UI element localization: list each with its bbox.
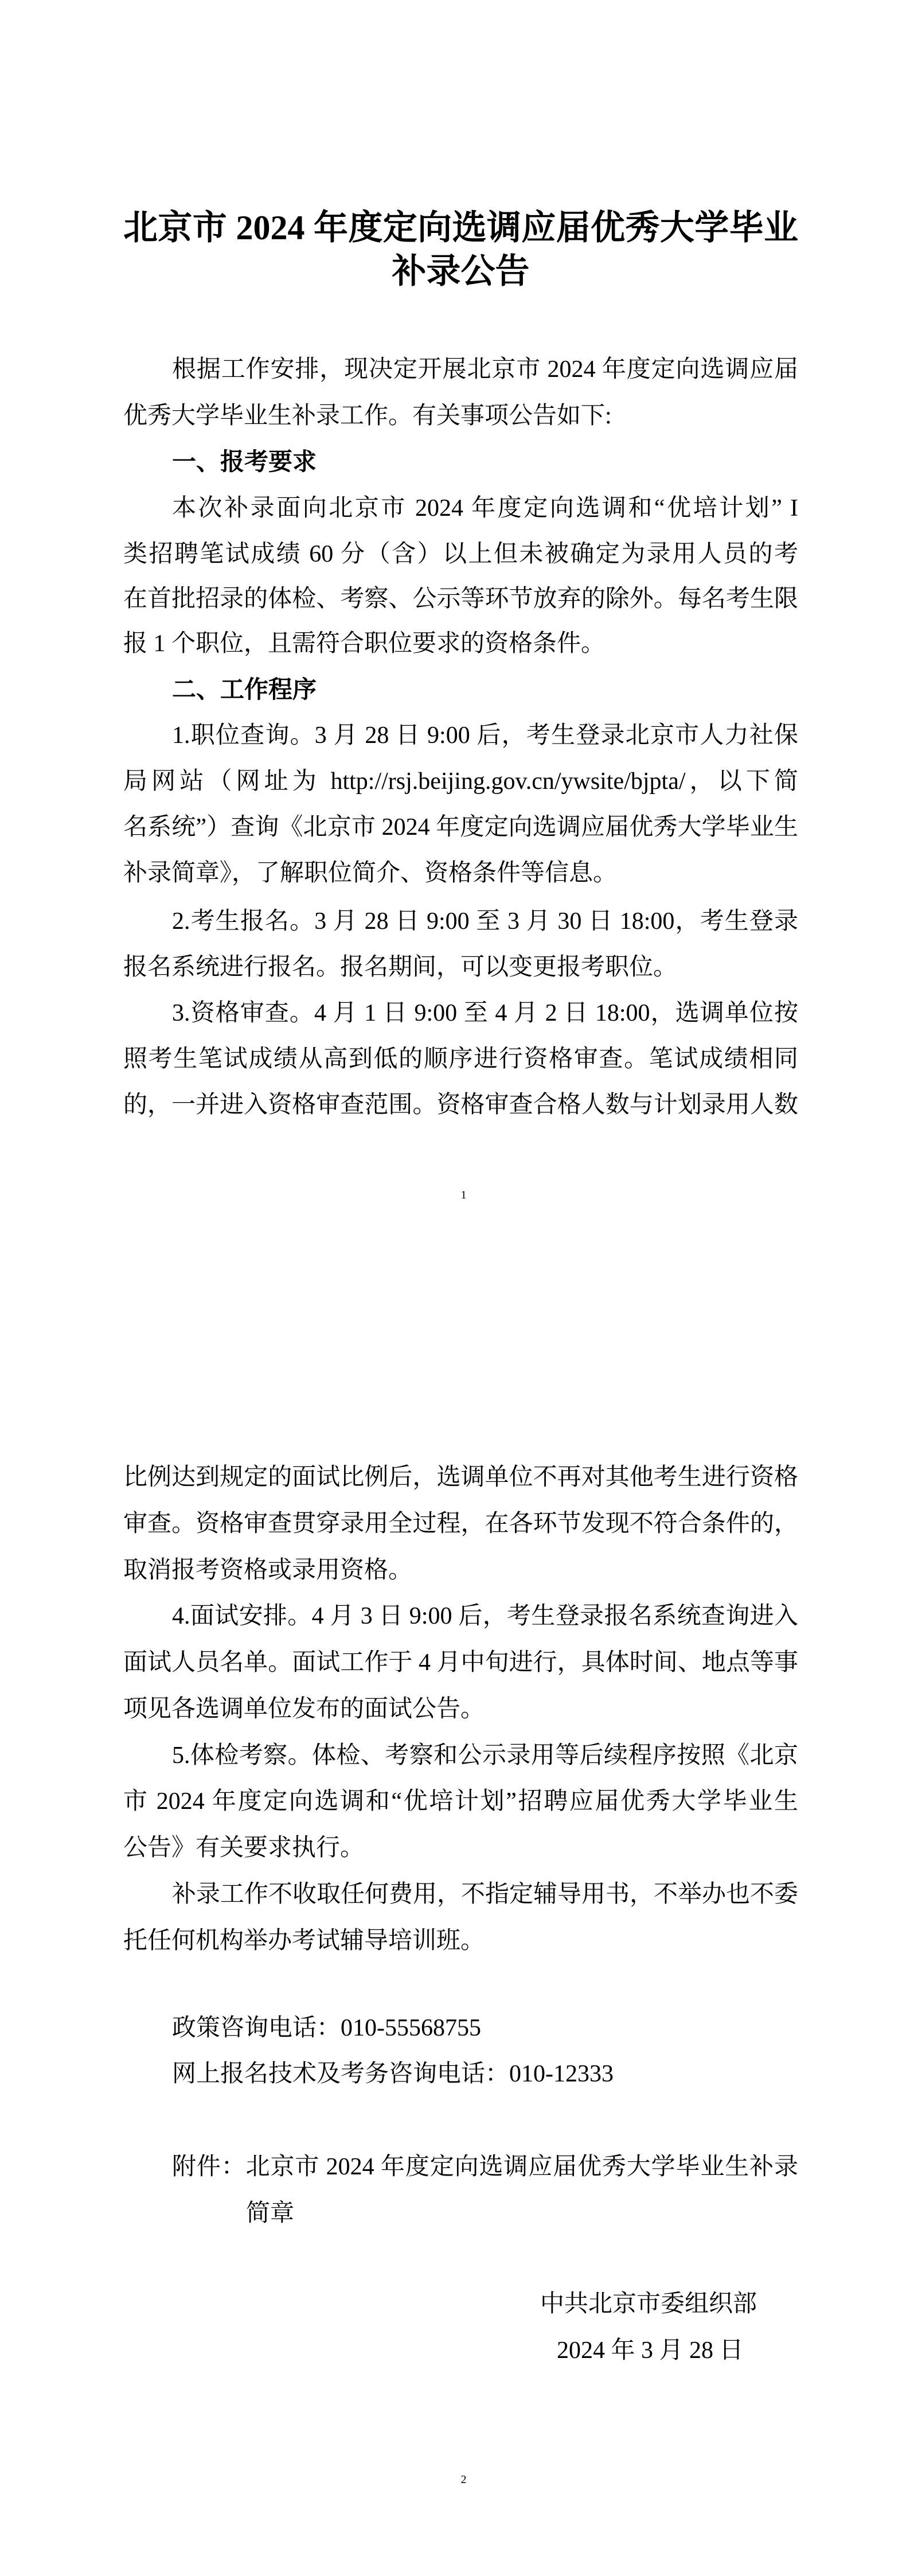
section-heading-requirements: 一、报考要求 — [172, 448, 317, 476]
paragraph-line: 局网站（网址为 http://rsj.beijing.gov.cn/ywsite/bjpta/，以下简 — [123, 768, 798, 795]
paragraph-line: 本次补录面向北京市 2024 年度定向选调和“优培计划” I — [172, 495, 798, 522]
paragraph-line: 1.职位查询。3 月 28 日 9:00 后，考生登录北京市人力社保 — [172, 722, 798, 749]
paragraph-line: 5.体检考察。体检、考察和公示录用等后续程序按照《北京 — [172, 1742, 798, 1769]
page-1 — [0, 0, 910, 1262]
paragraph-line: 面试人员名单。面试工作于 4 月中旬进行，具体时间、地点等事 — [123, 1649, 798, 1676]
paragraph-line: 公告》有关要求执行。 — [123, 1835, 365, 1861]
signature-date: 2024 年 3 月 28 日 — [557, 2337, 744, 2364]
signature-organization: 中共北京市委组织部 — [540, 2291, 757, 2317]
paragraph-line: 报名系统进行报名。报名期间，可以变更报考职位。 — [123, 954, 678, 980]
page-number: 1 — [460, 1189, 467, 1201]
paragraph-line: 取消报考资格或录用资格。 — [123, 1557, 413, 1583]
paragraph-line: 补录简章》，了解职位简介、资格条件等信息。 — [123, 860, 618, 886]
paragraph-line: 托任何机构举办考试辅导培训班。 — [123, 1928, 485, 1954]
title-line-2: 补录公告 — [392, 252, 530, 290]
paragraph-line: 项见各选调单位发布的面试公告。 — [123, 1696, 485, 1722]
paragraph-line: 2.考生报名。3 月 28 日 9:00 至 3 月 30 日 18:00，考生登录 — [172, 908, 798, 935]
attachment-line-cont: 简章 — [246, 2200, 295, 2227]
paragraph-line: 比例达到规定的面试比例后，选调单位不再对其他考生进行资格 — [123, 1464, 798, 1491]
paragraph-line: 补录工作不收取任何费用，不指定辅导用书，不举办也不委 — [172, 1881, 798, 1908]
attachment-line: 附件：北京市 2024 年度定向选调应届优秀大学毕业生补录 — [172, 2154, 798, 2180]
paragraph-line: 根据工作安排，现决定开展北京市 2024 年度定向选调应届 — [172, 356, 798, 383]
paragraph-line: 优秀大学毕业生补录工作。有关事项公告如下: — [123, 403, 612, 429]
technical-hotline: 网上报名技术及考务咨询电话：010-12333 — [172, 2061, 614, 2087]
section-heading-procedure: 二、工作程序 — [172, 675, 317, 703]
paragraph-line: 4.面试安排。4 月 3 日 9:00 后，考生登录报名系统查询进入 — [172, 1603, 798, 1629]
paragraph-line: 3.资格审查。4 月 1 日 9:00 至 4 月 2 日 18:00，选调单位按 — [172, 1000, 798, 1026]
paragraph-line: 报 1 个职位，且需符合职位要求的资格条件。 — [123, 631, 606, 657]
page-2 — [0, 1262, 910, 2576]
paragraph-line: 名系统”）查询《北京市 2024 年度定向选调应届优秀大学毕业生 — [123, 814, 798, 840]
paragraph-line: 在首批招录的体检、考察、公示等环节放弃的除外。每名考生限 — [123, 586, 798, 612]
page-number: 2 — [460, 2473, 467, 2486]
paragraph-line: 的，一并进入资格审查范围。资格审查合格人数与计划录用人数 — [123, 1092, 798, 1118]
policy-hotline: 政策咨询电话：010-55568755 — [172, 2015, 481, 2041]
paragraph-line: 市 2024 年度定向选调和“优培计划”招聘应届优秀大学毕业生 — [123, 1788, 798, 1815]
title-line-1: 北京市 2024 年度定向选调应届优秀大学毕业 — [123, 209, 798, 247]
paragraph-line: 类招聘笔试成绩 60 分（含）以上但未被确定为录用人员的考 — [123, 541, 798, 567]
paragraph-line: 审查。资格审查贯穿录用全过程，在各环节发现不符合条件的， — [123, 1511, 798, 1537]
paragraph-line: 照考生笔试成绩从高到低的顺序进行资格审查。笔试成绩相同 — [123, 1046, 798, 1072]
